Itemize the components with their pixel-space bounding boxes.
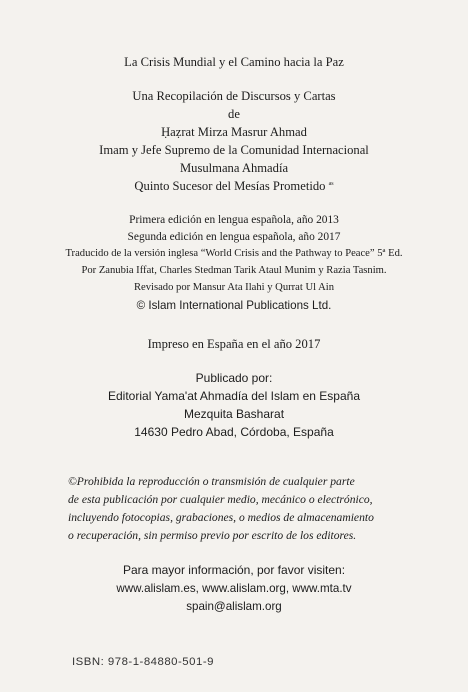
rights-line-2: de esta publicación por cualquier medio, mecánico o electrónico, xyxy=(68,493,373,506)
first-edition: Primera edición en lengua española, año 2013 xyxy=(129,214,339,226)
rights-line-4: o recuperación, sin permiso previo por escrito de los editores. xyxy=(68,529,357,542)
author-role-3-text: Quinto Sucesor del Mesías Prometido xyxy=(134,179,326,193)
publisher-place: Mezquita Basharat xyxy=(183,407,285,421)
copyright-holder: © Islam International Publications Ltd. xyxy=(136,299,332,312)
honorific-mark: as xyxy=(328,180,334,187)
rights-line-3: incluyendo fotocopias, grabaciones, o medios de almacenamiento xyxy=(68,511,374,524)
printed-line: Impreso en España en el año 2017 xyxy=(147,337,321,351)
translated-from: Traducido de la versión inglesa “World Crisis and the Pathway to Peace” 5ª Ed. xyxy=(65,248,403,259)
contact-email[interactable]: spain@alislam.org xyxy=(186,600,282,613)
contact-websites[interactable]: www.alislam.es, www.alislam.org, www.mta.tv xyxy=(116,582,352,595)
contact-label: Para mayor información, por favor visiten: xyxy=(122,563,346,577)
author-name: Ḥaẓrat Mirza Masrur Ahmad xyxy=(161,125,307,139)
translators: Por Zanubia Iffat, Charles Stedman Tarik Ataul Munim y Razia Tasnim. xyxy=(81,265,387,276)
book-title: La Crisis Mundial y el Camino hacia la Paz xyxy=(124,55,344,69)
revised-by: Revisado por Mansur Ata Ilahi y Qurrat Ul Ain xyxy=(133,282,335,293)
book-subtitle: Una Recopilación de Discursos y Cartas xyxy=(132,89,336,103)
isbn: ISBN: 978-1-84880-501-9 xyxy=(72,656,214,668)
publisher-address: 14630 Pedro Abad, Córdoba, España xyxy=(134,425,334,439)
by-line: de xyxy=(228,107,240,121)
author-role-2: Musulmana Ahmadía xyxy=(179,161,289,175)
publisher-label: Publicado por: xyxy=(195,371,273,385)
author-role-1: Imam y Jefe Supremo de la Comunidad Internacional xyxy=(99,143,369,157)
author-role-3 xyxy=(0,180,468,193)
second-edition: Segunda edición en lengua española, año 2017 xyxy=(127,231,341,243)
publisher-name: Editorial Yama'at Ahmadía del Islam en España xyxy=(108,389,360,403)
rights-line-1: ©Prohibida la reproducción o transmisión de cualquier parte xyxy=(68,475,355,488)
